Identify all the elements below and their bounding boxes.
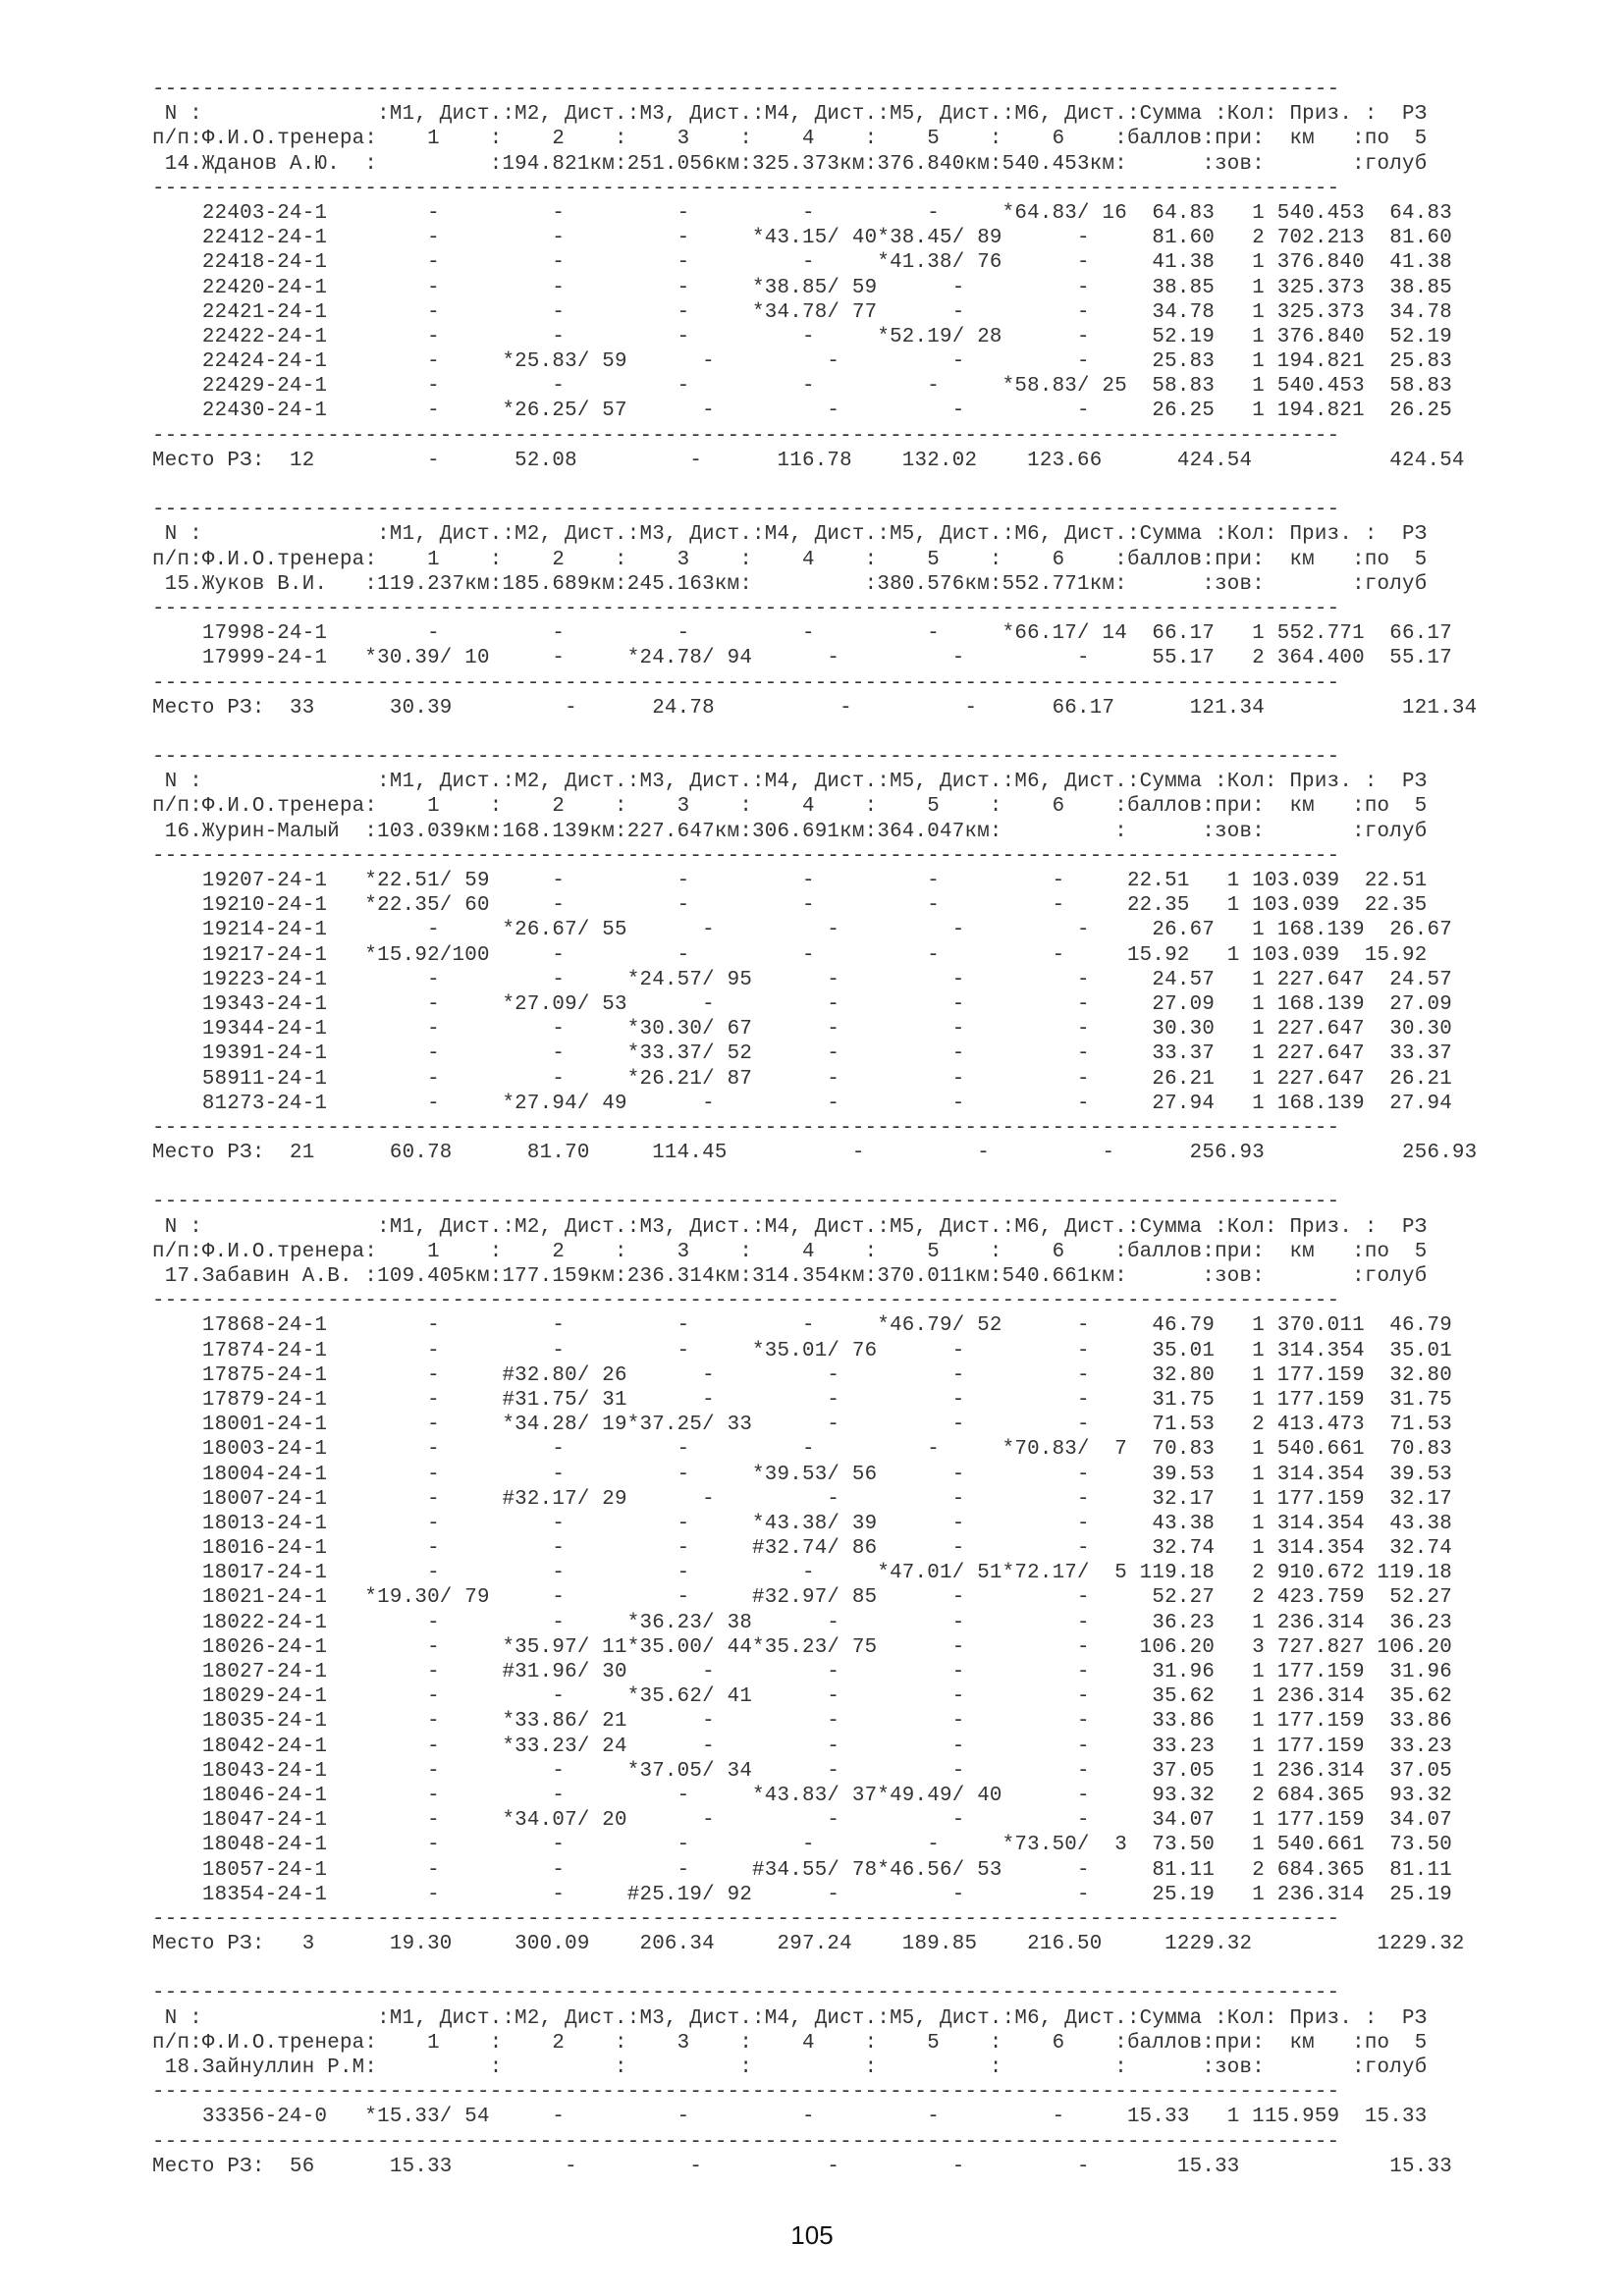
pigeon-result-row: 18007-24-1 - #32.17/ 29 - - - - 32.17 1 177.159 32.17 xyxy=(152,1487,1452,1511)
section-total-row: Место РЗ: 33 30.39 - 24.78 - - 66.17 121.34 121.34 xyxy=(152,696,1478,720)
table-header-row: N : :M1, Дист.:M2, Дист.:M3, Дист.:M4, Дист.:M5, Дист.:M6, Дист.:Сумма :Кол: Приз. : РЗ xyxy=(152,771,1428,794)
separator-line: ----------------------------------------------------------------------------------------------- xyxy=(152,79,1340,101)
pigeon-result-row: 18017-24-1 - - - - *47.01/ 51*72.17/ 5 119.18 2 910.672 119.18 xyxy=(152,1562,1452,1585)
separator-line: ----------------------------------------------------------------------------------------------- xyxy=(152,424,1340,448)
section-total-row: Место РЗ: 56 15.33 - - - - - 15.33 15.33 xyxy=(152,2155,1452,2178)
separator-line: ----------------------------------------------------------------------------------------------- xyxy=(152,844,1340,868)
pigeon-result-row: 22412-24-1 - - - *43.15/ 40*38.45/ 89 - 81.60 2 702.213 81.60 xyxy=(152,227,1452,250)
pigeon-result-row: 18042-24-1 - *33.23/ 24 - - - - 33.23 1 177.159 33.23 xyxy=(152,1735,1452,1758)
pigeon-result-row: 18022-24-1 - - *36.23/ 38 - - - 36.23 1 236.314 36.23 xyxy=(152,1611,1452,1634)
pigeon-result-row: 18046-24-1 - - - *43.83/ 37*49.49/ 40 - 93.32 2 684.365 93.32 xyxy=(152,1784,1452,1807)
pigeon-result-row: 19217-24-1 *15.92/100 - - - - - 15.92 1 103.039 15.92 xyxy=(152,943,1428,967)
table-header-row: п/п:Ф.И.О.тренера: 1 : 2 : 3 : 4 : 5 : 6 :баллов:при: км :по 5 xyxy=(152,128,1428,151)
pigeon-result-row: 19210-24-1 *22.35/ 60 - - - - - 22.35 1 103.039 22.35 xyxy=(152,894,1428,918)
pigeon-result-row: 19391-24-1 - - *33.37/ 52 - - - 33.37 1 227.647 33.37 xyxy=(152,1042,1452,1066)
separator-line: ----------------------------------------------------------------------------------------------- xyxy=(152,1907,1340,1931)
pigeon-result-row: 19343-24-1 - *27.09/ 53 - - - - 27.09 1 168.139 27.09 xyxy=(152,992,1452,1016)
pigeon-result-row: 18035-24-1 - *33.86/ 21 - - - - 33.86 1 177.159 33.86 xyxy=(152,1710,1452,1734)
separator-line: ----------------------------------------------------------------------------------------------- xyxy=(152,177,1340,200)
pigeon-result-row: 18047-24-1 - *34.07/ 20 - - - - 34.07 1 177.159 34.07 xyxy=(152,1809,1452,1833)
blank-line xyxy=(152,1165,1477,1190)
separator-line: ----------------------------------------------------------------------------------------------- xyxy=(152,1982,1340,2005)
trainer-header-row: 14.Жданов А.Ю. : :194.821км:251.056км:325.373км:376.840км:540.453км: :зов: :голуб xyxy=(152,152,1428,176)
pigeon-result-row: 22420-24-1 - - - *38.85/ 59 - - 38.85 1 325.373 38.85 xyxy=(152,276,1452,299)
pigeon-result-row: 17875-24-1 - #32.80/ 26 - - - - 32.80 1 177.159 32.80 xyxy=(152,1363,1452,1387)
separator-line: ----------------------------------------------------------------------------------------------- xyxy=(152,499,1340,522)
pigeon-result-row: 22429-24-1 - - - - - *58.83/ 25 58.83 1 540.453 58.83 xyxy=(152,375,1452,399)
pigeon-result-row: 18004-24-1 - - - *39.53/ 56 - - 39.53 1 314.354 39.53 xyxy=(152,1463,1452,1486)
pigeon-result-row: 58911-24-1 - - *26.21/ 87 - - - 26.21 1 227.647 26.21 xyxy=(152,1067,1452,1091)
separator-line: ----------------------------------------------------------------------------------------------- xyxy=(152,1290,1340,1313)
pigeon-result-row: 19214-24-1 - *26.67/ 55 - - - - 26.67 1 168.139 26.67 xyxy=(152,919,1452,942)
pigeon-result-row: 22403-24-1 - - - - - *64.83/ 16 64.83 1 540.453 64.83 xyxy=(152,201,1452,225)
pigeon-result-row: 17868-24-1 - - - - *46.79/ 52 - 46.79 1 370.011 46.79 xyxy=(152,1314,1452,1338)
section-total-row: Место РЗ: 12 - 52.08 - 116.78 132.02 123.66 424.54 424.54 xyxy=(152,449,1465,472)
pigeon-result-row: 18048-24-1 - - - - - *73.50/ 3 73.50 1 540.661 73.50 xyxy=(152,1834,1452,1857)
separator-line: ----------------------------------------------------------------------------------------------- xyxy=(152,2081,1340,2105)
table-header-row: п/п:Ф.И.О.тренера: 1 : 2 : 3 : 4 : 5 : 6 :баллов:при: км :по 5 xyxy=(152,2031,1428,2055)
table-header-row: N : :M1, Дист.:M2, Дист.:M3, Дист.:M4, Дист.:M5, Дист.:M6, Дист.:Сумма :Кол: Приз. : РЗ xyxy=(152,103,1428,127)
results-report xyxy=(152,78,1477,2179)
pigeon-result-row: 22421-24-1 - - - *34.78/ 77 - - 34.78 1 325.373 34.78 xyxy=(152,300,1452,324)
separator-line: ----------------------------------------------------------------------------------------------- xyxy=(152,746,1340,770)
table-header-row: N : :M1, Дист.:M2, Дист.:M3, Дист.:M4, Дист.:M5, Дист.:M6, Дист.:Сумма :Кол: Приз. : РЗ xyxy=(152,523,1428,547)
pigeon-result-row: 17879-24-1 - #31.75/ 31 - - - - 31.75 1 177.159 31.75 xyxy=(152,1388,1452,1412)
separator-line: ----------------------------------------------------------------------------------------------- xyxy=(152,1116,1340,1140)
page-number: 105 xyxy=(790,2220,834,2250)
separator-line: ----------------------------------------------------------------------------------------------- xyxy=(152,2130,1340,2154)
pigeon-result-row: 22424-24-1 - *25.83/ 59 - - - - 25.83 1 194.821 25.83 xyxy=(152,350,1452,374)
pigeon-result-row: 81273-24-1 - *27.94/ 49 - - - - 27.94 1 168.139 27.94 xyxy=(152,1092,1452,1115)
table-header-row: N : :M1, Дист.:M2, Дист.:M3, Дист.:M4, Дист.:M5, Дист.:M6, Дист.:Сумма :Кол: Приз. : РЗ xyxy=(152,1215,1428,1239)
pigeon-result-row: 33356-24-0 *15.33/ 54 - - - - - 15.33 1 115.959 15.33 xyxy=(152,2106,1428,2129)
table-header-row: п/п:Ф.И.О.тренера: 1 : 2 : 3 : 4 : 5 : 6 :баллов:при: км :по 5 xyxy=(152,795,1428,819)
pigeon-result-row: 19344-24-1 - - *30.30/ 67 - - - 30.30 1 227.647 30.30 xyxy=(152,1018,1452,1041)
blank-line xyxy=(152,473,1477,498)
blank-line xyxy=(152,1956,1477,1981)
trainer-header-row: 17.Забавин А.В. :109.405км:177.159км:236.314км:314.354км:370.011км:540.661км: :зов: :голуб xyxy=(152,1265,1428,1288)
pigeon-result-row: 18043-24-1 - - *37.05/ 34 - - - 37.05 1 236.314 37.05 xyxy=(152,1759,1452,1783)
section-total-row: Место РЗ: 21 60.78 81.70 114.45 - - - 256.93 256.93 xyxy=(152,1142,1478,1165)
pigeon-result-row: 18021-24-1 *19.30/ 79 - - #32.97/ 85 - - 52.27 2 423.759 52.27 xyxy=(152,1586,1452,1610)
pigeon-result-row: 19223-24-1 - - *24.57/ 95 - - - 24.57 1 227.647 24.57 xyxy=(152,968,1452,991)
table-header-row: N : :M1, Дист.:M2, Дист.:M3, Дист.:M4, Дист.:M5, Дист.:M6, Дист.:Сумма :Кол: Приз. : РЗ xyxy=(152,2006,1428,2030)
pigeon-result-row: 22430-24-1 - *26.25/ 57 - - - - 26.25 1 194.821 26.25 xyxy=(152,400,1452,423)
blank-line xyxy=(152,721,1477,745)
pigeon-result-row: 22418-24-1 - - - - *41.38/ 76 - 41.38 1 376.840 41.38 xyxy=(152,251,1452,275)
pigeon-result-row: 18026-24-1 - *35.97/ 11*35.00/ 44*35.23/ 75 - - 106.20 3 727.827 106.20 xyxy=(152,1635,1452,1659)
trainer-header-row: 15.Жуков В.И. :119.237км:185.689км:245.163км: :380.576км:552.771км: :зов: :голуб xyxy=(152,572,1428,596)
pigeon-result-row: 18027-24-1 - #31.96/ 30 - - - - 31.96 1 177.159 31.96 xyxy=(152,1661,1452,1683)
pigeon-result-row: 18001-24-1 - *34.28/ 19*37.25/ 33 - - - 71.53 2 413.473 71.53 xyxy=(152,1414,1452,1437)
section-total-row: Место РЗ: 3 19.30 300.09 206.34 297.24 189.85 216.50 1229.32 1229.32 xyxy=(152,1933,1465,1956)
pigeon-result-row: 18029-24-1 - - *35.62/ 41 - - - 35.62 1 236.314 35.62 xyxy=(152,1685,1452,1709)
pigeon-result-row: 18003-24-1 - - - - - *70.83/ 7 70.83 1 540.661 70.83 xyxy=(152,1438,1452,1462)
pigeon-result-row: 19207-24-1 *22.51/ 59 - - - - - 22.51 1 103.039 22.51 xyxy=(152,870,1428,892)
trainer-header-row: 18.Зайнуллин Р.М: : : : : : : :зов: :голуб xyxy=(152,2056,1428,2079)
separator-line: ----------------------------------------------------------------------------------------------- xyxy=(152,671,1340,695)
separator-line: ----------------------------------------------------------------------------------------------- xyxy=(152,597,1340,620)
pigeon-result-row: 18057-24-1 - - - #34.55/ 78*46.56/ 53 - 81.11 2 684.365 81.11 xyxy=(152,1858,1452,1882)
pigeon-result-row: 17874-24-1 - - - *35.01/ 76 - - 35.01 1 314.354 35.01 xyxy=(152,1339,1452,1362)
pigeon-result-row: 18354-24-1 - - #25.19/ 92 - - - 25.19 1 236.314 25.19 xyxy=(152,1883,1452,1906)
pigeon-result-row: 22422-24-1 - - - - *52.19/ 28 - 52.19 1 376.840 52.19 xyxy=(152,325,1452,348)
trainer-header-row: 16.Журин-Малый :103.039км:168.139км:227.647км:306.691км:364.047км: : :зов: :голуб xyxy=(152,820,1428,843)
table-header-row: п/п:Ф.И.О.тренера: 1 : 2 : 3 : 4 : 5 : 6 :баллов:при: км :по 5 xyxy=(152,548,1428,571)
pigeon-result-row: 18013-24-1 - - - *43.38/ 39 - - 43.38 1 314.354 43.38 xyxy=(152,1512,1452,1535)
table-header-row: п/п:Ф.И.О.тренера: 1 : 2 : 3 : 4 : 5 : 6 :баллов:при: км :по 5 xyxy=(152,1240,1428,1263)
separator-line: ----------------------------------------------------------------------------------------------- xyxy=(152,1191,1340,1214)
pigeon-result-row: 17998-24-1 - - - - - *66.17/ 14 66.17 1 552.771 66.17 xyxy=(152,622,1452,646)
pigeon-result-row: 18016-24-1 - - - #32.74/ 86 - - 32.74 1 314.354 32.74 xyxy=(152,1537,1452,1561)
pigeon-result-row: 17999-24-1 *30.39/ 10 - *24.78/ 94 - - - 55.17 2 364.400 55.17 xyxy=(152,647,1452,670)
